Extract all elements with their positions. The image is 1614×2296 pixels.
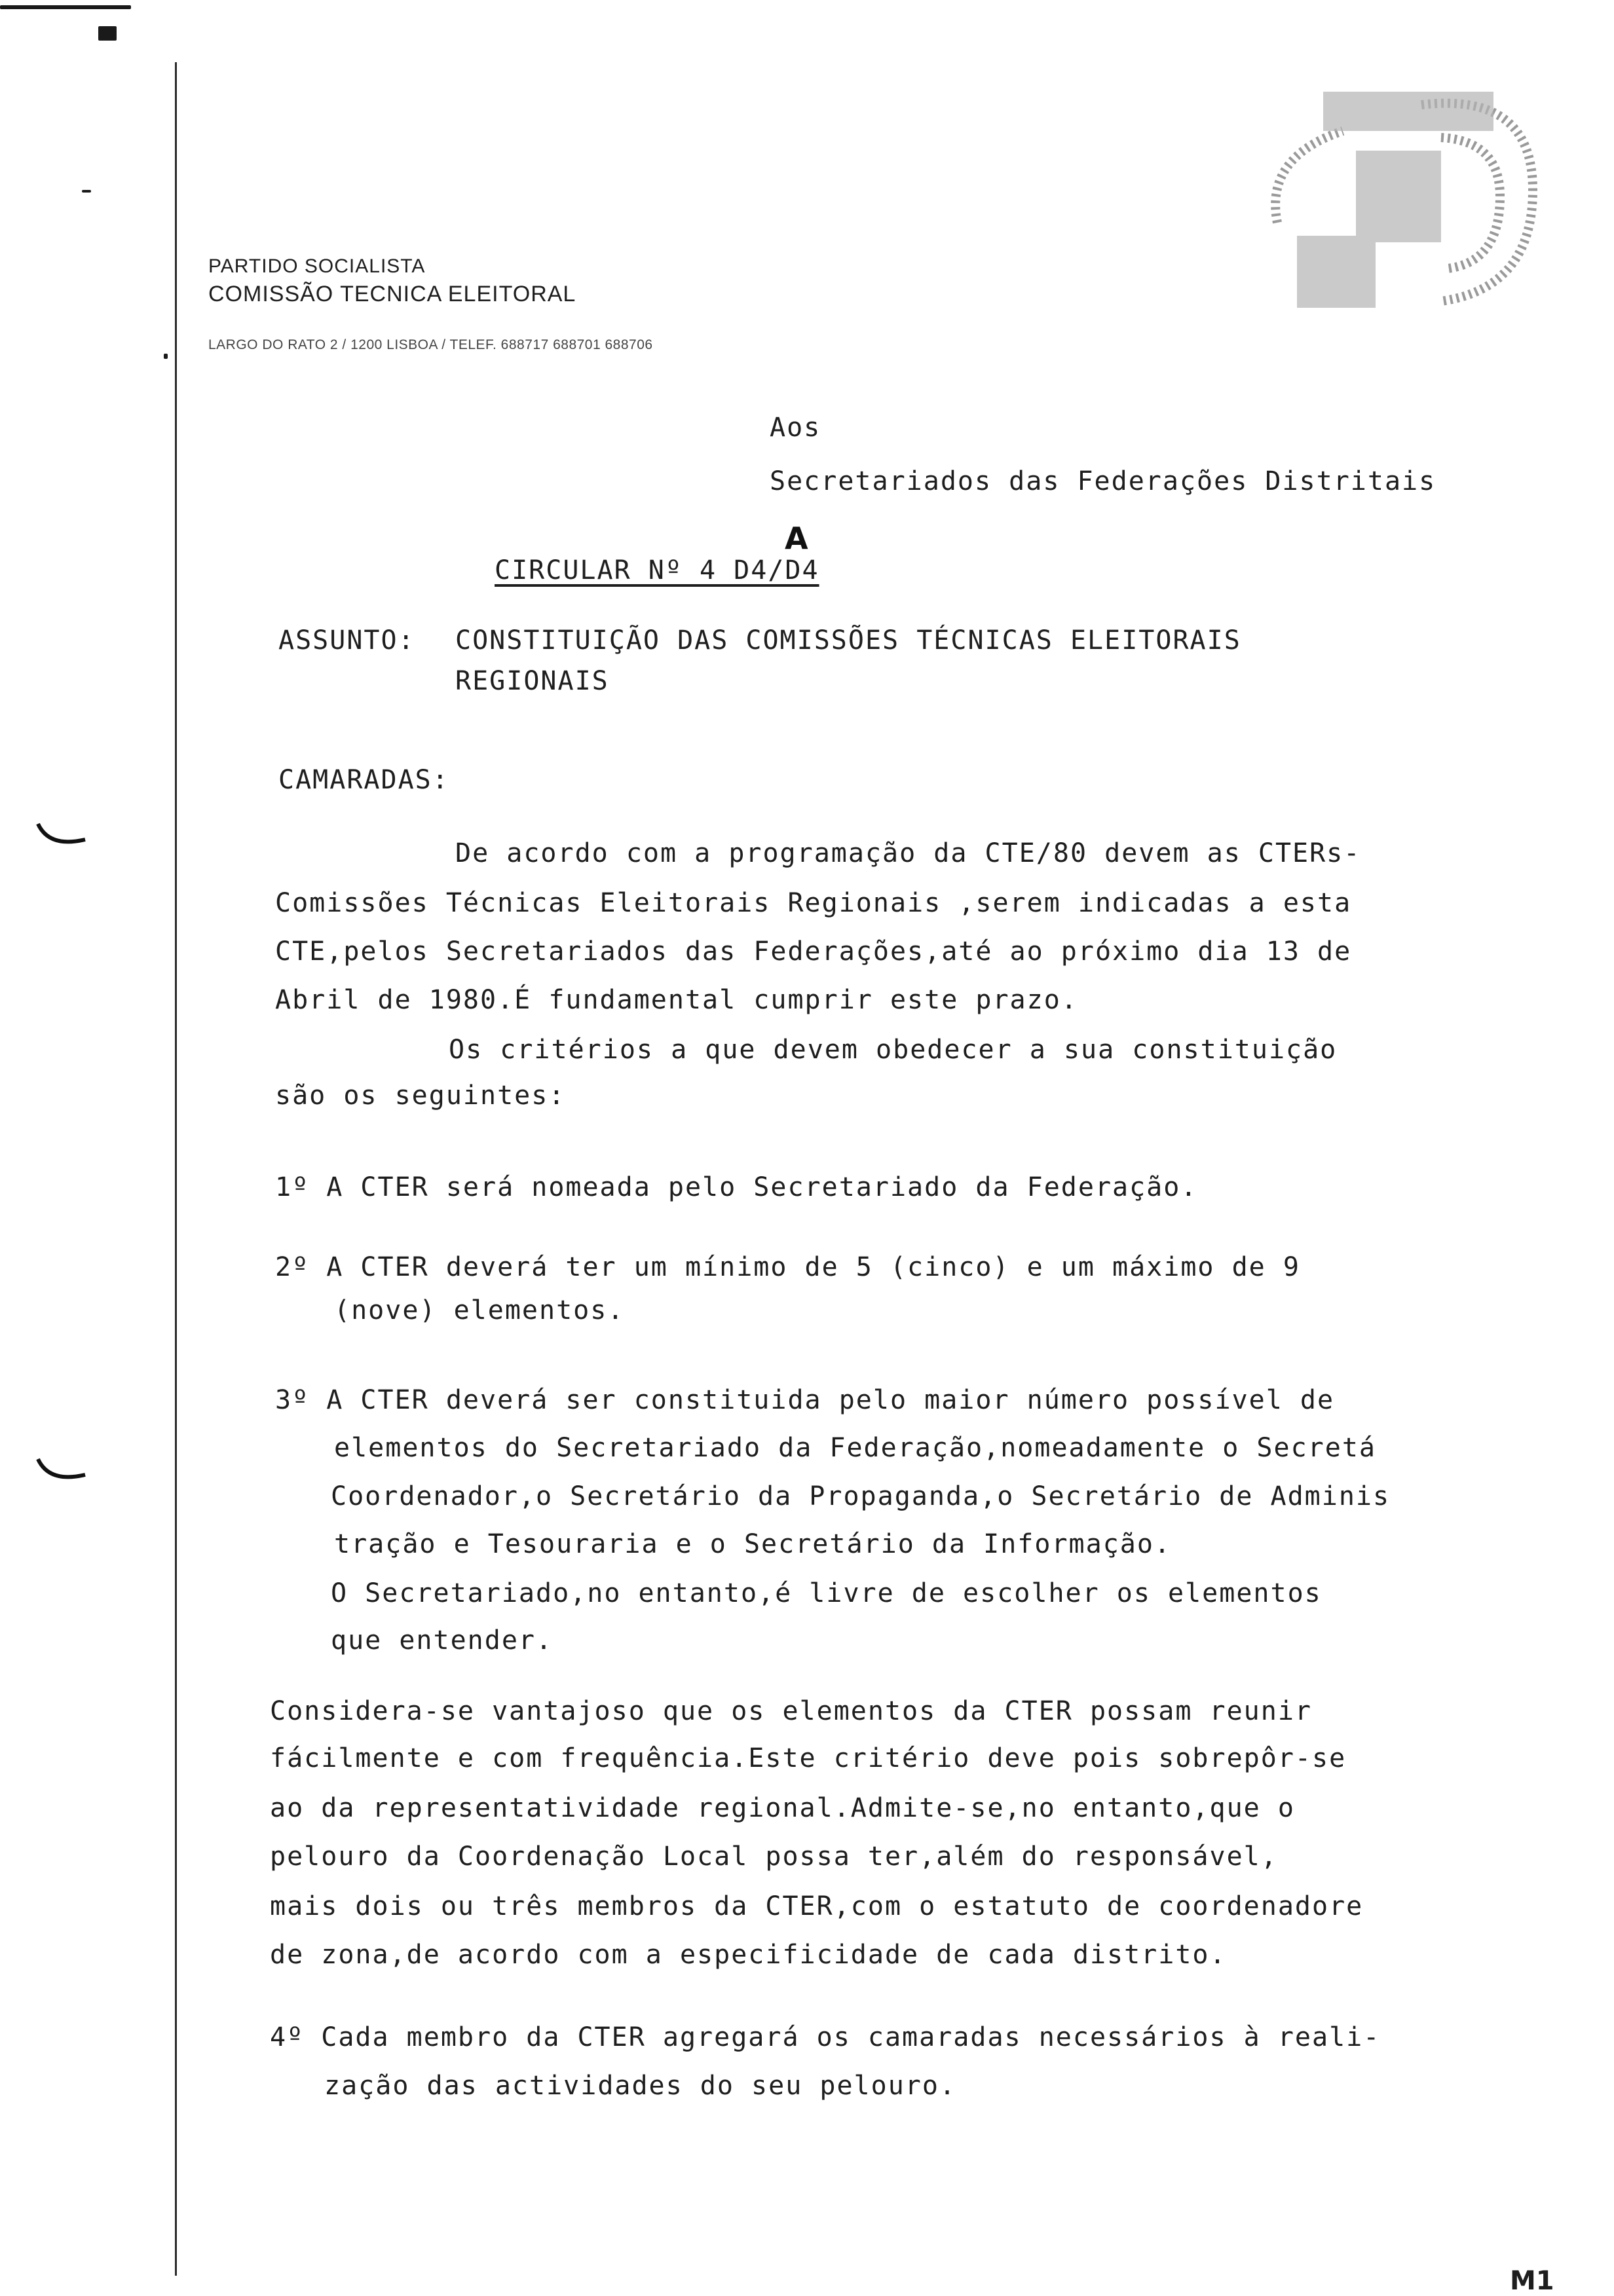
criterion-2-line: (nove) elementos. — [334, 1295, 625, 1325]
subject-line-1: CONSTITUIÇÃO DAS COMISSÕES TÉCNICAS ELEITORAIS — [455, 625, 1241, 656]
scan-artifact — [164, 354, 168, 359]
letterhead-commission: COMISSÃO TECNICA ELEITORAL — [208, 282, 576, 306]
consideration-line: mais dois ou três membros da CTER,com o estatuto de coordenadore — [270, 1891, 1364, 1921]
consideration-line: fácilmente e com frequência.Este critério deve pois sobrepôr-se — [270, 1743, 1347, 1773]
margin-rule — [175, 62, 177, 2276]
handwritten-annotation: A — [785, 521, 808, 556]
criterion-3-line: Coordenador,o Secretário da Propaganda,o Secretário de Adminis — [331, 1481, 1391, 1511]
recipient-line-2: Secretariados das Federações Distritais — [770, 466, 1436, 496]
consideration-line: Considera-se vantajoso que os elementos da CTER possam reunir — [270, 1696, 1313, 1726]
subject-label: ASSUNTO: — [278, 625, 415, 656]
salutation: CAMARADAS: — [278, 765, 449, 795]
intro-line: Os critérios a que devem obedecer a sua constituição — [449, 1035, 1338, 1065]
intro-line: Abril de 1980.É fundamental cumprir este prazo. — [275, 985, 1078, 1015]
criterion-3-line: que entender. — [331, 1625, 554, 1656]
consideration-line: ao da representatividade regional.Admite-se,no entanto,que o — [270, 1793, 1295, 1823]
intro-line: são os seguintes: — [275, 1081, 566, 1111]
criterion-2-line: 2º A CTER deverá ter um mínimo de 5 (cinco) e um máximo de 9 — [275, 1252, 1300, 1282]
letterhead-party: PARTIDO SOCIALISTA — [208, 255, 426, 277]
letterhead-address: LARGO DO RATO 2 / 1200 LISBOA / TELEF. 688717 688701 688706 — [208, 337, 653, 352]
party-logo — [1225, 79, 1559, 327]
recipient-line-1: Aos — [770, 413, 821, 443]
margin-tick-mark — [33, 819, 92, 858]
intro-line: Comissões Técnicas Eleitorais Regionais ,serem indicadas a esta — [275, 888, 1352, 918]
circular-title: CIRCULAR Nº 4 D4/D4 — [495, 555, 819, 585]
page-mark: M1 — [1510, 2266, 1554, 2296]
criterion-3-line: O Secretariado,no entanto,é livre de escolher os elementos — [331, 1578, 1322, 1608]
criterion-3-line: tração e Tesouraria e o Secretário da Informação. — [334, 1529, 1172, 1559]
criterion-3-line: elementos do Secretariado da Federação,nomeadamente o Secretá — [334, 1433, 1377, 1463]
criterion-4-line: zação das actividades do seu pelouro. — [324, 2071, 957, 2101]
criterion-3-line: 3º A CTER deverá ser constituida pelo maior número possível de — [275, 1385, 1335, 1415]
intro-line: De acordo com a programação da CTE/80 devem as CTERs- — [455, 838, 1361, 868]
scan-artifact — [82, 190, 91, 193]
scan-artifact — [0, 5, 131, 9]
intro-line: CTE,pelos Secretariados das Federações,até ao próximo dia 13 de — [275, 936, 1352, 967]
criterion-4-line: 4º Cada membro da CTER agregará os camaradas necessários à reali- — [270, 2022, 1381, 2052]
criterion-1-line: 1º A CTER será nomeada pelo Secretariado da Federação. — [275, 1172, 1198, 1202]
subject-line-2: REGIONAIS — [455, 666, 609, 696]
consideration-line: de zona,de acordo com a especificidade de cada distrito. — [270, 1940, 1227, 1970]
consideration-line: pelouro da Coordenação Local possa ter,além do responsável, — [270, 1842, 1278, 1872]
margin-tick-mark — [33, 1454, 92, 1493]
scan-artifact — [98, 26, 117, 41]
